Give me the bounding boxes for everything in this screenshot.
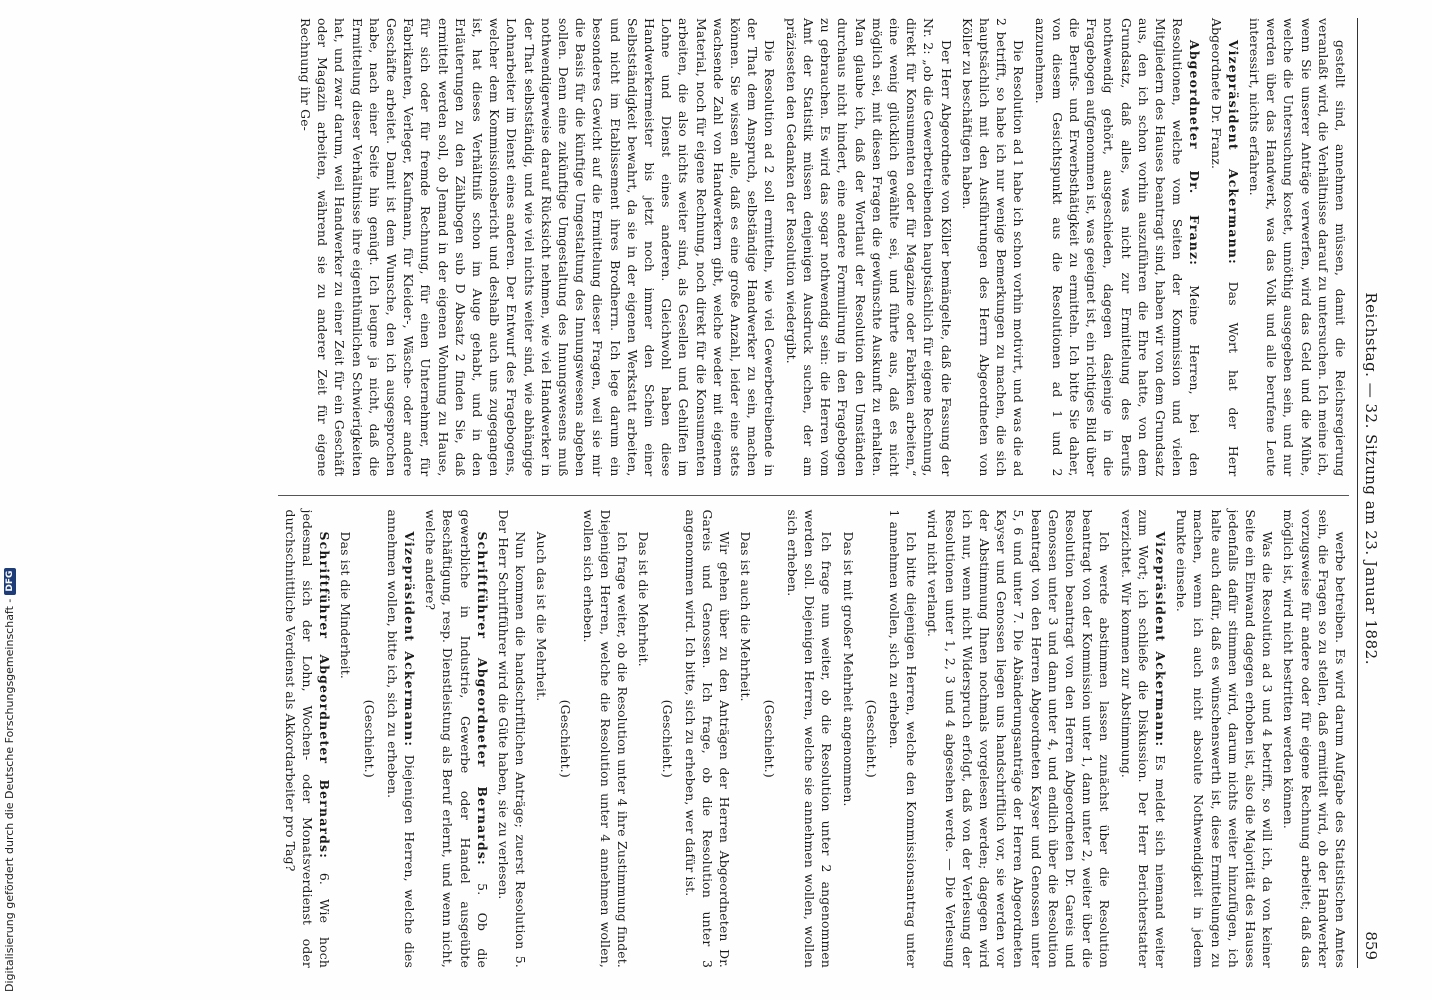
paragraph-text: Ich werde abstimmen lassen zunächst über die Resolution beantragt von der Kommission unter 1, dann unter 2, weiter über die Resolution beantragt von den Herren Abgeordneten Dr. Gareis und Genossen unter 3 und dann unter 4, und endlich über die Resolution beantragt von den Herren Abgeordneten Kayser und Genossen unter 5, 6 und unter 7. Die Abänderungsanträge der Herren Abgeordneten Kayser und Genossen liegen uns handschriftlich vor, sie werden vor der Abstimmung Ihnen nochmals vorgelesen werden; dagegen wird ich nur, wenn nicht Widerspruch erfolgt, daß von der Verlesung der Resolutionen unter 1, 2, 3 und 4 abgesehen werde. — Die Verlesung wird nicht verlangt. <box>925 509 1113 968</box>
page-title: Reichstag. — 32. Sitzung am 23. Januar 1882. <box>1362 292 1380 665</box>
stage-direction <box>863 510 880 969</box>
paragraph <box>959 18 1028 477</box>
footer-text: Digitalisierung gefördert durch die Deutsche Forschungsgemeinschaft - <box>3 598 16 992</box>
stage-direction <box>360 510 377 969</box>
paragraph <box>839 510 856 969</box>
paragraph-text: Das ist die Minderheit. <box>338 531 354 679</box>
speaker-name: Vizepräsident Ackermann: <box>1225 40 1241 265</box>
speaker-name: Vizepräsident Ackermann: <box>402 531 418 748</box>
paragraph-text: Das Wort hat der Herr Abgeordnete Dr. Franz. <box>1208 18 1241 477</box>
speaker-name: Vizepräsident Ackermann: <box>1152 531 1168 748</box>
paragraph-text: Die Resolution ad 1 habe ich schon vorhin motivirt, und was die ad 2 betrifft, so habe ich nur wenige Bemerkungen zu machen, die sich hauptsächlich mit den Ausführungen des Herrn Abgeordneten von Köller zu beschäftigen haben. <box>959 18 1027 477</box>
speaker-name: Abgeordneter Dr. Franz: <box>1187 40 1203 266</box>
dfg-logo: DFG <box>4 568 16 595</box>
paragraph <box>924 510 1113 969</box>
paragraph <box>784 510 836 969</box>
paragraph-text: Ich bitte diejenigen Herren, welche den Kommissionsantrag unter 1 annehmen wollen, sich zu erheben. <box>886 509 920 968</box>
paragraph-text: Das ist die Mehrheit. <box>636 531 652 667</box>
paragraph <box>1207 18 1241 477</box>
dfg-footer <box>3 0 16 992</box>
paragraph-text: Nun kommen die handschriftlichen Anträge; zuerst Resolution 5. Der Herr Schriftführer wird die Güte haben, sie zu verlesen. <box>496 509 529 968</box>
paragraph-text: Meine Herren, bei den Resolutionen, welche vom Seiten der Kommission und vielen Mitgliedern des Hauses beantragt sind, haben wir von dem Grundsatz aus, den ich schon vorhin auszuführen die Ehre hatte, von dem Grundsatz, daß alles, was nicht zur Ermittelung des Berufs nothwendig gehört, ausgeschieden, dagegen dasjenige in die Fragebogen aufgenommen ist, was geeignet ist, ein richtiges Bild über die Berufs- und Erwerbsthätigkeit zu ermitteln. Ich bitte Sie daher, von diesem Gesichtspunkt aus die Resolutionen ad 1 und 2 anzunehmen. <box>1032 18 1203 477</box>
paragraph <box>580 510 632 969</box>
paragraph-text: Ich frage nun weiter, ob die Resolution unter 2 angenommen werden soll. Diejenigen Herren, welche sie annehmen wollen, wollen sich erheben. <box>784 509 835 968</box>
paragraph <box>337 510 354 969</box>
paragraph-text: werbe betreiben. Es wird darum Aufgabe des Statistischen Amtes sein, die Fragen so zu stellen, daß ermittelt wird, ob der Handwerker vorzugsweise für andere oder für eigene Rechnung arbeitet; daß das möglich ist, wird nicht bestritten werden können. <box>1281 509 1348 968</box>
column-left <box>278 18 1349 477</box>
paragraph <box>1173 510 1276 969</box>
paragraph-text: Die Resolution ad 2 soll ermitteln, wie viel Gewerbetreibende in der That dem Anspruch, selbständige Handwerker zu sein, machen können. Sie wissen alle, daß es eine große Anzahl, leider eine stets wachsende Zahl von Handwerkern gibt, welche weder mit eigenem Material, noch für eigene Rechnung, noch direkt für die Konsumenten arbeiten, die also nichts weiter sind, als Gesellen und Gehilfen im Lohne und Dienst eines anderen. Gleichwohl haben diese Handwerkermeister bis jetzt noch immer den Schein einer Selbstständigkeit bewahrt, da sie in der eigenen Werkstatt arbeiten, und nicht im Etablissement ihres Brodherrn. Ich lege darum ein besonderes Gewicht auf die Ermittelung dieser Fragen, weil sie mir die Basis für die künftige Umgestaltung des Innungswesens abgeben sollen. Denn eine zukünftige Umgestaltung des Innungswesens muß nothwendigerweise darauf Rücksicht nehmen, wie viel Handwerker in der That selbstständig, und wie viel nichts weiter sind, wie abhängige Lohnarbeiter im Dienst eines anderen. Der Entwurf des Fragebogens, welcher dem Kommissionsbericht und deshalb auch uns zugegangen ist, hat dieses Verhältniß schon im Auge gehabt, und in den Erläuterungen zu den Zählbogen sub D Absatz 2 finden Sie, daß ermittelt werden soll, ob Jemand in der eigenen Wohnung zu Hause, für sich oder für fremde Rechnung, für einen Unternehmer, für Fabrikanten, Verleger, Kaufmann, für Kleider-, Wäsche- oder andere Geschäfte arbeitet. Damit ist dem Wunsche, den ich ausgesprochen habe, nach einer Seite hin genügt. Ich leugne ja nicht, daß die Ermittelung dieser Verhältnisse ihre eigenthümlichen Schwierigkeiten hat, und zwar darum, weil Handwerker zu einer Zeit für ein Geschäft oder Magazin arbeiten, während sie zu anderer Zeit für eigene Rechnung ihr Ge- <box>298 18 778 477</box>
paragraph <box>422 510 491 969</box>
stage-direction <box>556 510 573 969</box>
paragraph-text: Diejenigen Herren, welche dies annehmen wollen, bitte ich, sich zu erheben. <box>384 509 418 969</box>
paragraph <box>783 18 955 477</box>
paragraph <box>282 510 334 969</box>
paragraph-text: Auch das ist die Mehrheit. <box>534 531 550 702</box>
speaker-name: Schriftführer Abgeordneter Bernards: <box>317 531 333 859</box>
paragraph <box>682 510 734 969</box>
stage-direction <box>761 510 778 969</box>
paragraph-text: Der Herr Abgeordnete von Köller bemängelte, daß die Fassung der Nr. 2: „ob die Gewerbetreibenden hauptsächlich für eigene Rechnung, direkt für Konsumenten oder für Magazine oder Fabriken arbeiten,“ eine wenig glücklich gewählte sei, und führte aus, daß es nicht möglich sei, mit diesen Fragen die gewünschte Auskunft zu erhalten. Man glaube ich, daß der Wortlaut der Resolution den Umständen durchaus nicht hindert, eine andere Formulirung in den Fragebogen zu gebrauchen. Es wird das sogar nothwendig sein: die Herren vom Amt der Statistik müssen denjenigen Ausdruck suchen, der am präzisesten den Gedanken der Resolution wiedergibt. <box>783 18 954 477</box>
paragraph-text: (Geschieht.) <box>557 699 573 778</box>
paragraph <box>1031 18 1203 477</box>
page-header <box>1357 18 1380 968</box>
paragraph-text: (Geschieht.) <box>863 699 879 778</box>
paragraph-text: (Geschieht.) <box>659 699 675 778</box>
paragraph-text: Das ist auch die Mehrheit. <box>738 531 754 702</box>
paragraph-text: 6. Wie hoch jedesmal sich der Lohn, Wochen- oder Monatsverdienst oder durchschnittliche Verdienst als Akkordarbeiter pro Tag? <box>282 509 333 968</box>
column-right <box>278 495 1349 969</box>
paragraph-text: 5. Ob die gewerbliche in Industrie, Gewerbe oder Handel ausgeübte Beschäftigung, resp. Dienstleistung als Beruf erlernt, und wenn nicht, welche andere? <box>423 509 490 969</box>
paragraph <box>1117 510 1169 969</box>
paragraph <box>886 510 920 969</box>
page-number: 859 <box>1362 931 1380 960</box>
paragraph <box>384 510 418 969</box>
paragraph <box>1280 510 1349 969</box>
paragraph <box>533 510 550 969</box>
paragraph <box>495 510 529 969</box>
paragraph <box>297 18 779 477</box>
paragraph-text: gestellt sind, annehmen müssen, damit die Reichsregierung veranlaßt wird, die Verhältnisse darauf zu untersuchen. Ich meine ich, wenn Sie unserer Anträge verwerfen, wird das Geld und die Mühe, welche die Untersuchung kostet, unnöthig ausgegeben sein, und nur werden über das Handwerk, was das Volk und alle berufene Leute interessirt, nichts erfahren. <box>1246 18 1348 477</box>
paragraph-text: Es meldet sich niemand weiter zum Wort; ich schließe die Diskussion. Der Herr Berichterstatter verzichtet. Wir kommen zur Abstimmung. <box>1118 509 1168 969</box>
paragraph-text: Das ist mit großer Mehrheit angenommen. <box>840 531 856 807</box>
stage-direction <box>658 510 675 969</box>
speaker-name: Schriftführer Abgeordneter Bernards: <box>474 531 490 866</box>
paragraph-text: Ich frage weiter, ob die Resolution unter 4 ihre Zustimmung findet. Diejenigen Herren, welche die Resolution unter 4 annehmen wollen, wollen sich erheben. <box>580 509 631 968</box>
paragraph-text: Was die Resolution ad 3 und 4 betrifft, so will ich, da von keiner Seite ein Einwand dagegen erhoben ist, also die Majorität des Hauses jedenfalls dafür stimmen wird, darum nichts weiter hinzufügen, ich halte auch dafür, daß es wünschenswerth ist, diese Ermittelungen zu machen, wenn ich auch nicht absolute Nothwendigkeit in jedem Punkte einsehe. <box>1174 509 1276 968</box>
text-columns <box>278 18 1357 968</box>
paragraph <box>1246 18 1349 477</box>
paragraph-text: (Geschieht.) <box>361 699 377 778</box>
paragraph-text: (Geschieht.) <box>761 699 777 778</box>
paragraph-text: Wir gehen über zu den Anträgen der Herren Abgeordneten Dr. Gareis und Genossen. Ich frage, ob die Resolution unter 3 angenommen wird. Ich bitte, sich zu erheben, wer dafür ist. <box>682 509 733 968</box>
paragraph <box>635 510 652 969</box>
paragraph <box>737 510 754 969</box>
rotated-page-content <box>62 18 1380 968</box>
